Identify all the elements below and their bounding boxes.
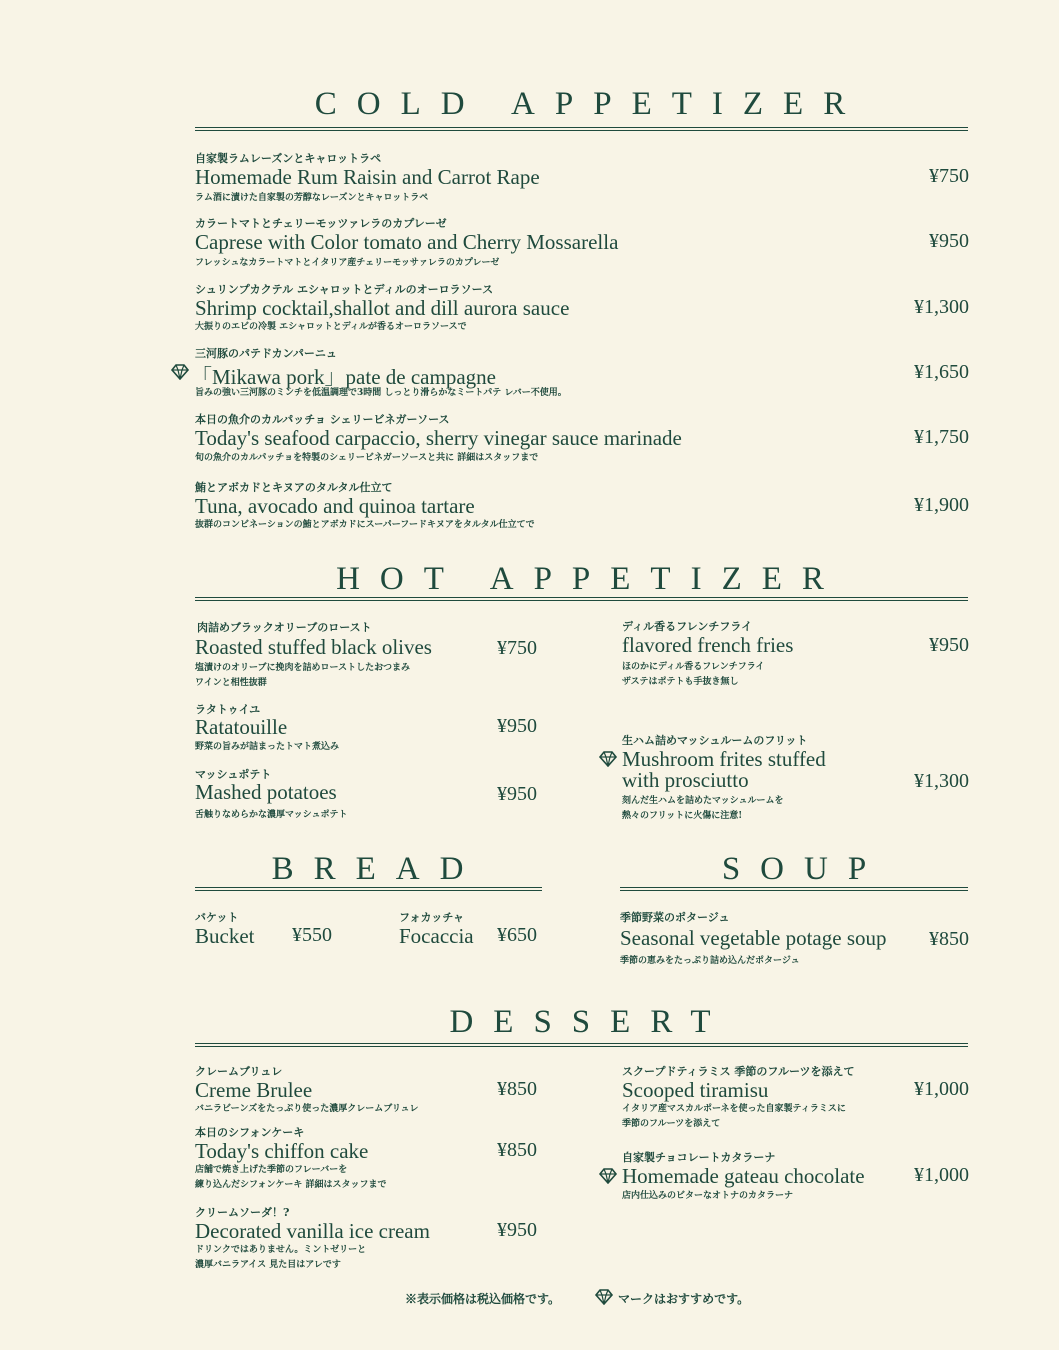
item-name: Mushroom frites stuffed — [622, 747, 826, 771]
item-jp-name: 自家製ラムレーズンとキャロットラペ — [195, 152, 382, 165]
item-name: flavored french fries — [622, 633, 794, 657]
item-price: ¥850 — [497, 1078, 537, 1100]
item-name: Today's seafood carpaccio, sherry vinegar sauce marinade — [195, 426, 682, 450]
item-description: 店内仕込みのビターなオトナのカタラーナ — [622, 1191, 794, 1201]
divider — [195, 127, 968, 131]
divider — [195, 597, 968, 601]
item-price: ¥1,650 — [914, 361, 969, 383]
item-name: Creme Brulee — [195, 1078, 313, 1102]
item-description: ほのかにディル香るフレンチフライ — [622, 662, 765, 672]
diamond-icon — [598, 1168, 618, 1184]
section-title-bread: BREAD — [271, 851, 484, 887]
item-price: ¥950 — [497, 1219, 537, 1241]
tax-note: ※表示価格は税込価格です。 — [405, 1292, 561, 1306]
item-description: 刻んだ生ハムを詰めたマッシュルームを — [622, 796, 784, 806]
item-description: バニラビーンズをたっぷり使った濃厚クレームブリュレ — [195, 1104, 419, 1114]
diamond-icon — [170, 364, 190, 380]
item-price: ¥650 — [497, 924, 537, 946]
item-name: Today's chiffon cake — [195, 1139, 369, 1163]
item-jp-name: スクープドティラミス 季節のフルーツを添えて — [622, 1065, 855, 1078]
item-name: Focaccia — [399, 924, 474, 948]
item-name: Decorated vanilla ice cream — [195, 1219, 430, 1243]
item-price: ¥950 — [929, 230, 969, 252]
item-description: 季節の恵みをたっぷり詰め込んだポタージュ — [620, 956, 800, 966]
item-jp-name: シュリンプカクテル エシャロットとディルのオーロラソース — [195, 283, 494, 296]
item-price: ¥750 — [929, 165, 969, 187]
item-description: 旨みの強い三河豚のミンチを低温調理で3時間 しっとり滑らかなミートパテ レバー不使用。 — [195, 388, 567, 398]
item-name: with prosciutto — [622, 768, 749, 792]
section-title-soup: SOUP — [721, 851, 887, 887]
item-jp-name: クレームブリュレ — [195, 1065, 283, 1078]
item-price: ¥1,900 — [914, 494, 969, 516]
item-price: ¥850 — [497, 1139, 537, 1161]
item-name: Ratatouille — [195, 715, 288, 739]
item-jp-name: ディル香るフレンチフライ — [622, 620, 753, 633]
recommend-note: マークはおすすめです。 — [618, 1292, 750, 1306]
item-name: Roasted stuffed black olives — [195, 635, 432, 659]
item-description: 塩漬けのオリーブに挽肉を詰めローストしたおつまみ — [195, 663, 411, 673]
item-price: ¥1,000 — [914, 1078, 969, 1100]
item-price: ¥1,750 — [914, 426, 969, 448]
divider — [620, 887, 968, 891]
item-description: ラム酒に漬けた自家製の芳醇なレーズンとキャロットラペ — [195, 193, 429, 203]
item-description: 濃厚バニラアイス 見た目はアレです — [195, 1260, 341, 1270]
item-price: ¥750 — [497, 637, 537, 659]
item-price: ¥950 — [497, 783, 537, 805]
item-jp-name: 季節野菜のポタージュ — [620, 911, 730, 924]
item-description: 舌触りなめらかな濃厚マッシュポテト — [195, 810, 348, 820]
item-name: 「Mikawa pork」pate de campagne — [191, 365, 496, 389]
item-jp-name: 本日のシフォンケーキ — [195, 1126, 305, 1139]
item-jp-name: 本日の魚介のカルパッチョ シェリービネガーソース — [195, 413, 450, 426]
item-price: ¥850 — [929, 928, 969, 950]
item-jp-name: ラタトゥイユ — [195, 703, 261, 716]
item-price: ¥950 — [929, 634, 969, 656]
item-description: 大振りのエビの冷製 エシャロットとディルが香るオーロラソースで — [195, 322, 467, 332]
item-description: ワインと相性抜群 — [195, 678, 267, 688]
item-price: ¥1,000 — [914, 1164, 969, 1186]
item-name: Tuna, avocado and quinoa tartare — [195, 494, 475, 518]
item-price: ¥1,300 — [914, 296, 969, 318]
item-jp-name: バケット — [195, 911, 239, 924]
item-jp-name: カラートマトとチェリーモッツァレラのカプレーゼ — [195, 217, 447, 230]
item-name: Mashed potatoes — [195, 780, 337, 804]
item-jp-name: マッシュポテト — [195, 768, 272, 781]
item-jp-name: 三河豚のパテドカンパーニュ — [195, 347, 337, 360]
item-jp-name: フォカッチャ — [399, 911, 465, 924]
item-name: Shrimp cocktail,shallot and dill aurora sauce — [195, 296, 570, 320]
item-name: Bucket — [195, 924, 255, 948]
item-name: Seasonal vegetable potage soup — [620, 926, 887, 950]
item-description: 野菜の旨みが詰まったトマト煮込み — [195, 742, 340, 752]
item-jp-name: クリームソーダ！? — [195, 1206, 290, 1219]
item-description: 抜群のコンビネーションの鮪とアボカドにスーパーフードキヌアをタルタル仕立てで — [195, 520, 535, 530]
section-title-hot-appetizer: HOT APPETIZER — [336, 561, 844, 597]
item-description: 店舗で焼き上げた季節のフレーバーを — [195, 1165, 348, 1175]
item-description: 季節のフルーツを添えて — [622, 1119, 721, 1129]
item-description: イタリア産マスカルポーネを使った自家製ティラミスに — [622, 1104, 846, 1114]
item-price: ¥1,300 — [914, 770, 969, 792]
item-description: ザステはポテトも手抜き無し — [622, 677, 739, 687]
item-name: Homemade gateau chocolate — [622, 1164, 865, 1188]
divider — [195, 1043, 968, 1047]
diamond-icon — [598, 751, 618, 767]
divider — [195, 887, 542, 891]
item-description: 熱々のフリットに火傷に注意! — [622, 811, 743, 821]
item-name: Caprese with Color tomato and Cherry Mossarella — [195, 230, 619, 254]
section-title-dessert: DESSERT — [449, 1004, 731, 1040]
item-name: Scooped tiramisu — [622, 1078, 769, 1102]
item-jp-name: 生ハム詰めマッシュルームのフリット — [622, 734, 808, 747]
item-price: ¥950 — [497, 715, 537, 737]
section-title-cold-appetizer: COLD APPETIZER — [314, 86, 866, 122]
item-jp-name: 鮪とアボカドとキヌアのタルタル仕立て — [195, 481, 393, 494]
item-jp-name: 肉詰めブラックオリーブのロースト — [197, 621, 372, 634]
item-jp-name: 自家製チョコレートカタラーナ — [622, 1151, 776, 1164]
item-price: ¥550 — [292, 924, 332, 946]
item-description: 練り込んだシフォンケーキ 詳細はスタッフまで — [195, 1180, 387, 1190]
diamond-icon — [594, 1289, 614, 1305]
item-description: ドリンクではありません。ミントゼリーと — [195, 1245, 367, 1255]
item-description: 旬の魚介のカルパッチョを特製のシェリービネガーソースと共に 詳細はスタッフまで — [195, 453, 539, 463]
item-name: Homemade Rum Raisin and Carrot Rape — [195, 165, 540, 189]
item-description: フレッシュなカラートマトとイタリア産チェリーモッサァレラのカプレーゼ — [195, 258, 500, 268]
